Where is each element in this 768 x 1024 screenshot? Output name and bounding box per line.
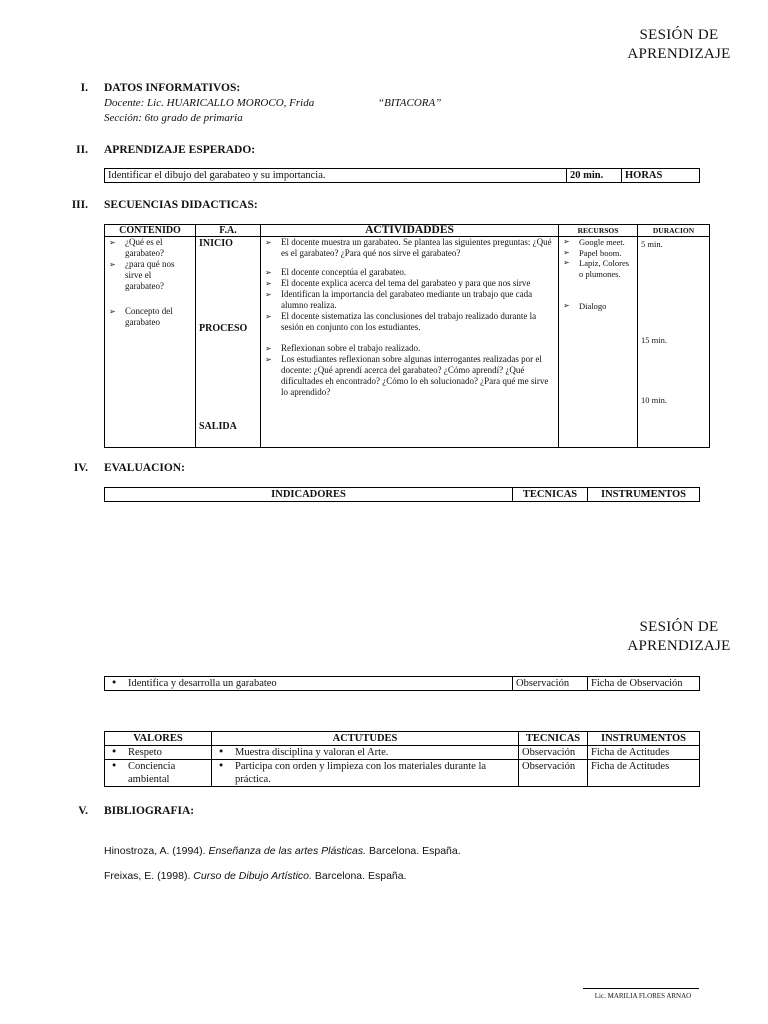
header-actividades: ACTIVIDADDES xyxy=(261,225,559,237)
valor-instrumento: Ficha de Actitudes xyxy=(588,760,700,787)
header-actitudes: ACTUTUDES xyxy=(212,732,519,746)
bitacora-text: “BITACORA” xyxy=(378,97,442,109)
actitud-item: • Muestra disciplina y valoran el Arte. xyxy=(215,746,515,759)
header-fa: F.A. xyxy=(196,225,261,237)
recurso-item: ➢ Lapiz, Colores o plumones. xyxy=(562,258,634,279)
header-instrumentos-2: INSTRUMENTOS xyxy=(588,732,700,746)
section-2-title: APRENDIZAJE ESPERADO: xyxy=(104,144,256,156)
recursos-cell xyxy=(559,237,638,448)
aprendizaje-hours: HORAS xyxy=(622,169,700,183)
ref1-rest: Barcelona. España. xyxy=(366,845,461,857)
section-5-number: V. xyxy=(78,805,88,817)
title-line-1: SESIÓN DE xyxy=(639,27,719,43)
ref2-title: Curso de Dibujo Artístico. xyxy=(193,870,312,882)
valor-cell xyxy=(105,760,212,787)
section-2-number: II. xyxy=(76,144,88,156)
title-line-2: APRENDIZAJE xyxy=(627,638,731,654)
fa-inicio: INICIO xyxy=(199,238,233,249)
signature-name: Lic. MARILIA FLORES ARNAO xyxy=(594,992,692,1000)
actitud-cell xyxy=(212,760,519,787)
fa-proceso: PROCESO xyxy=(199,323,248,334)
actividad-item: ➢ Identifican la importancia del garabateo mediante un trabajo que cada alumno realiza. xyxy=(264,289,555,311)
actividad-item: ➢ El docente sistematiza las conclusiones del trabajo realizado durante la sesión en conjunto con los estudiantes. xyxy=(264,311,555,333)
evaluacion-table xyxy=(104,487,700,502)
indicador-item: • Identifica y desarrolla un garabateo xyxy=(108,677,509,690)
indicador-instrumento: Ficha de Observación xyxy=(588,677,700,691)
valor-item: • Conciencia ambiental xyxy=(108,760,208,786)
signature-line xyxy=(583,988,699,989)
page-title-2 xyxy=(609,618,749,656)
actividad-item: ➢ Los estudiantes reflexionan sobre algunas interrogantes realizadas por el docente: ¿Qué aprendí acerca del garabateo? ¿Cómo aprendí? ¿Qué dificultades eh encontrado? ¿Cómo lo eh solucionado? ¿Para qué me sirve lo aprendido? xyxy=(264,354,555,398)
actitud-item: • Participa con orden y limpieza con los materiales durante la práctica. xyxy=(215,760,515,786)
actividad-item: ➢ El docente muestra un garabateo. Se plantea las siguientes preguntas: ¿Qué es el garabateo? ¿Para qué nos sirve el garabateo? xyxy=(264,237,555,259)
valor-tecnica: Observación xyxy=(519,746,588,760)
ref1-title: Enseñanza de las artes Plásticas. xyxy=(208,845,367,857)
section-1-title: DATOS INFORMATIVOS: xyxy=(104,82,241,94)
ref2-author: Freixas, E. (1998). xyxy=(104,870,194,882)
aprendizaje-time: 20 min. xyxy=(567,169,622,183)
contenido-item: ➢ ¿Qué es el garabateo? xyxy=(108,237,192,259)
header-recursos: RECURSOS xyxy=(559,225,638,237)
actividad-item: ➢ El docente conceptúa el garabateo. xyxy=(264,267,555,278)
valor-tecnica: Observación xyxy=(519,760,588,787)
header-tecnicas: TECNICAS xyxy=(513,488,588,502)
aprendizaje-text: Identificar el dibujo del garabateo y su importancia. xyxy=(105,169,567,183)
aprendizaje-table xyxy=(104,168,700,183)
section-3-title: SECUENCIAS DIDACTICAS: xyxy=(104,199,258,211)
recurso-item: ➢ Papel boom. xyxy=(562,248,634,259)
section-4-number: IV. xyxy=(73,462,88,474)
actividades-cell xyxy=(261,237,559,448)
indicador-table xyxy=(104,676,700,691)
header-duracion: DURACION xyxy=(638,225,710,237)
header-valores: VALORES xyxy=(105,732,212,746)
indicador-tecnica: Observación xyxy=(513,677,588,691)
section-4-title: EVALUACION: xyxy=(104,462,185,474)
bibliography-entry-2 xyxy=(104,870,407,882)
ref1-author: Hinostroza, A. (1994). xyxy=(104,845,209,857)
duracion-cell xyxy=(638,237,710,448)
valor-cell xyxy=(105,746,212,760)
contenido-cell xyxy=(105,237,196,448)
ref2-rest: Barcelona. España. xyxy=(311,870,407,882)
valor-instrumento: Ficha de Actitudes xyxy=(588,746,700,760)
duracion-proceso: 15 min. xyxy=(641,335,667,345)
valores-table xyxy=(104,731,700,787)
actividad-item: ➢ Reflexionan sobre el trabajo realizado. xyxy=(264,343,555,354)
actividad-item: ➢ El docente explica acerca del tema del garabateo y para que nos sirve xyxy=(264,278,555,289)
contenido-item: ➢ Concepto del garabateo xyxy=(108,306,192,328)
header-contenido: CONTENIDO xyxy=(105,225,196,237)
duracion-inicio: 5 min. xyxy=(641,239,663,249)
duracion-salida: 10 min. xyxy=(641,395,667,405)
page-title xyxy=(609,26,749,64)
recurso-item: ➢ Dialogo xyxy=(562,301,634,312)
fa-salida: SALIDA xyxy=(199,421,237,432)
title-line-1: SESIÓN DE xyxy=(639,619,719,635)
section-1-number: I. xyxy=(80,82,88,94)
indicador-cell xyxy=(105,677,513,691)
recurso-item: ➢ Google meet. xyxy=(562,237,634,248)
bibliography-entry-1 xyxy=(104,845,461,857)
seccion-text: Sección: 6to grado de primaria xyxy=(104,112,243,124)
title-line-2: APRENDIZAJE xyxy=(627,46,731,62)
docente-text: Docente: Lic. HUARICALLO MOROCO, Frida xyxy=(104,97,315,109)
secuencias-table xyxy=(104,224,710,448)
header-tecnicas-2: TECNICAS xyxy=(519,732,588,746)
section-3-number: III. xyxy=(71,199,88,211)
actitud-cell xyxy=(212,746,519,760)
section-5-title: BIBLIOGRAFIA: xyxy=(104,805,195,817)
header-indicadores: INDICADORES xyxy=(105,488,513,502)
valor-item: • Respeto xyxy=(108,746,208,759)
fa-cell xyxy=(196,237,261,448)
contenido-item: ➢ ¿para qué nos sirve el garabateo? xyxy=(108,259,192,292)
header-instrumentos: INSTRUMENTOS xyxy=(588,488,700,502)
